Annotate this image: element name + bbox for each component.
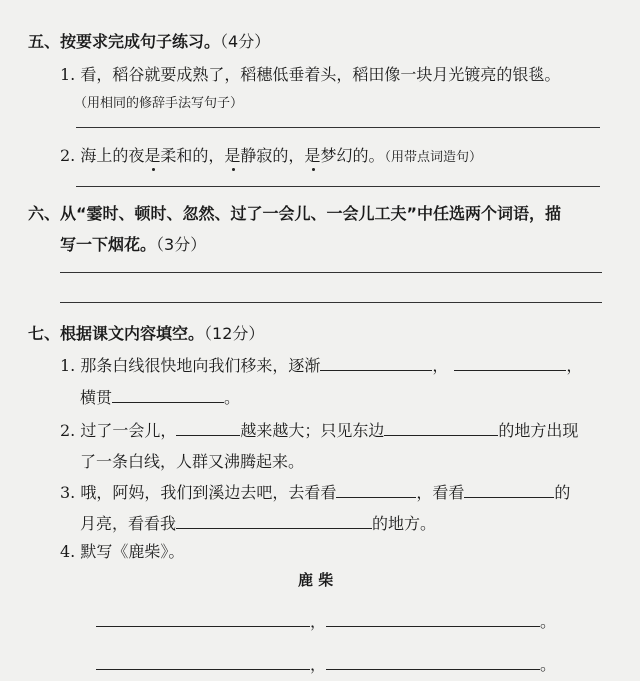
blank[interactable]	[112, 388, 224, 403]
q3-text: 3. 哦，阿妈，我们到溪边去吧，去看看	[60, 483, 337, 502]
q3-text: 的	[554, 483, 571, 502]
blank[interactable]	[320, 356, 432, 371]
section7-heading	[28, 324, 264, 344]
answer-line-5-2[interactable]	[76, 186, 600, 187]
section7-q2	[60, 421, 578, 441]
blank[interactable]	[96, 655, 310, 670]
section6-line1: 六、从“霎时、顿时、忽然、过了一会儿、一会儿工夫”中任选两个词语，描	[28, 204, 562, 223]
section5-heading	[28, 32, 270, 52]
blank[interactable]	[326, 655, 540, 670]
q1-text: 横贯	[80, 388, 113, 407]
q1-text: 1. 那条白线很快地向我们移来，逐渐	[60, 356, 321, 375]
poem-line-2	[96, 655, 556, 675]
section7-score: （12分）	[204, 324, 265, 343]
blank[interactable]	[384, 421, 498, 436]
poem-title: 鹿 柴	[298, 571, 334, 589]
q2-text: 2. 过了一会儿，	[60, 421, 177, 440]
blank[interactable]	[464, 483, 554, 498]
section7-q1	[60, 356, 582, 376]
poem-line-1	[96, 612, 556, 632]
q2-text: 越来越大；只见东边	[240, 421, 385, 440]
section6-score: （3分）	[156, 235, 207, 254]
answer-line-6-1[interactable]	[60, 272, 602, 273]
q1-comma: ，	[566, 356, 583, 375]
poem-period: 。	[540, 612, 557, 631]
section5-q1: 1. 看，稻谷就要成熟了，稻穗低垂着头，稻田像一块月光镀亮的银毯。	[60, 65, 561, 84]
poem-comma: ，	[310, 612, 327, 631]
blank[interactable]	[454, 356, 566, 371]
section7-q4: 4. 默写《鹿柴》。	[60, 542, 185, 561]
q2-text: 柔和的，	[160, 146, 225, 165]
dotted-word: 是	[144, 146, 161, 165]
section7-title: 七、根据课文内容填空。	[28, 324, 205, 343]
section7-q2-cont: 了一条白线，人群又沸腾起来。	[80, 452, 305, 471]
q3-text: ，看看	[416, 483, 465, 502]
q2-text: 的地方出现	[498, 421, 579, 440]
q2-text: 梦幻的。	[320, 146, 385, 165]
blank[interactable]	[326, 612, 540, 627]
q1-period: 。	[224, 388, 241, 407]
dotted-word: 是	[224, 146, 241, 165]
section7-q3	[60, 483, 570, 503]
poem-period: 。	[540, 655, 557, 674]
blank[interactable]	[176, 421, 240, 436]
section7-q1-cont	[80, 388, 240, 408]
section5-q1-note: （用相同的修辞手法写句子）	[74, 96, 244, 111]
q2-text: 2. 海上的夜	[60, 146, 145, 165]
q3-text: 月亮，看看我	[80, 514, 177, 533]
section5-score: （4分）	[220, 32, 271, 51]
q2-text: 静寂的，	[240, 146, 305, 165]
section7-q3-cont	[80, 514, 436, 534]
q1-comma: ，	[432, 356, 449, 375]
section5-title: 五、按要求完成句子练习。	[28, 32, 221, 51]
blank[interactable]	[96, 612, 310, 627]
answer-line-6-2[interactable]	[60, 302, 602, 303]
section6-line2	[60, 235, 206, 255]
blank[interactable]	[336, 483, 416, 498]
q2-note: （用带点词造句）	[384, 150, 482, 165]
blank[interactable]	[176, 514, 372, 529]
poem-comma: ，	[310, 655, 327, 674]
q3-text: 的地方。	[372, 514, 437, 533]
section5-q2	[60, 146, 482, 168]
section6-text: 写一下烟花。	[60, 235, 157, 254]
answer-line-5-1[interactable]	[76, 127, 600, 128]
dotted-word: 是	[304, 146, 321, 165]
